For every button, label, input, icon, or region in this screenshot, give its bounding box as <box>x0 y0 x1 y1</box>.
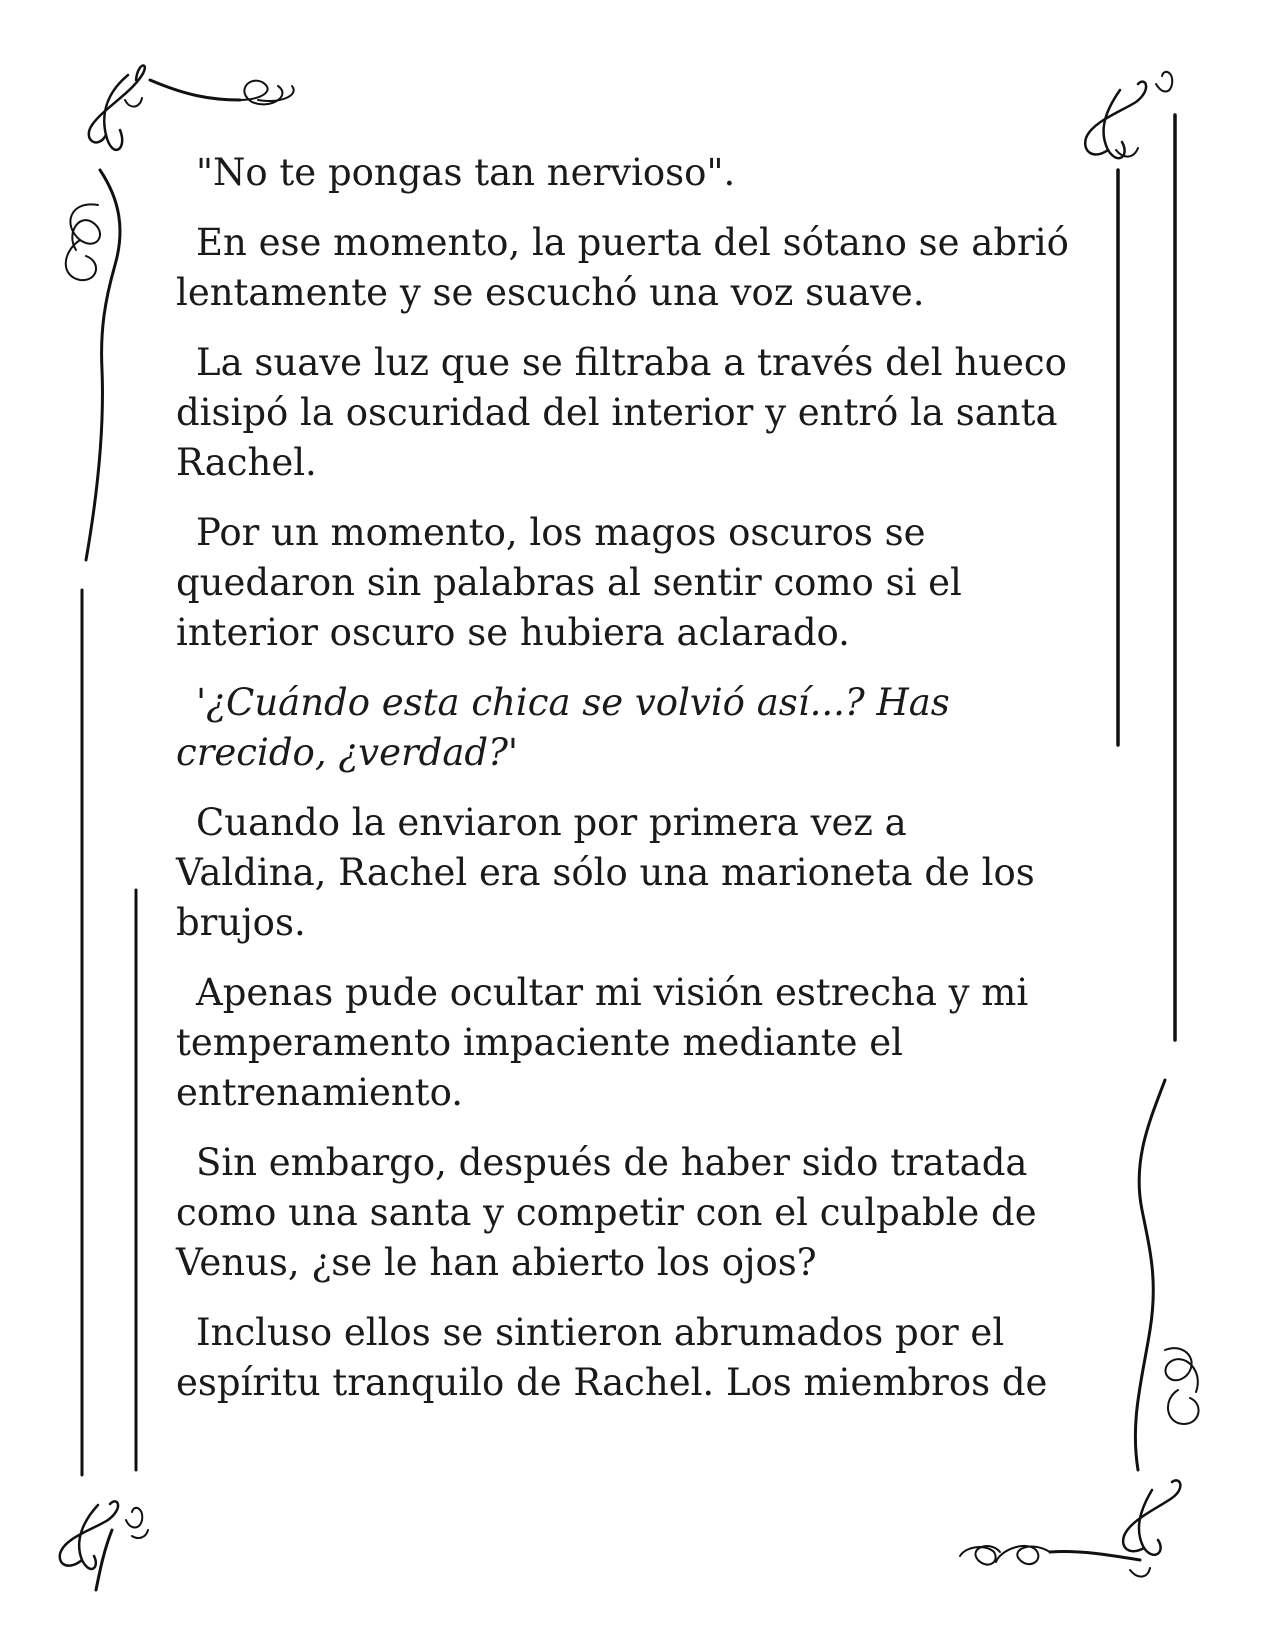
text-line: quedaron sin palabras al sentir como si el <box>176 561 962 604</box>
text-line: Sin embargo, después de haber sido tratada <box>196 1141 1028 1184</box>
text-line: En ese momento, la puerta del sótano se abrió <box>196 221 1069 264</box>
paragraph <box>176 1138 1106 1288</box>
story-text <box>176 148 1106 1428</box>
text-line: Rachel. <box>176 441 317 484</box>
text-line: Por un momento, los magos oscuros se <box>196 511 926 554</box>
paragraph <box>176 968 1106 1118</box>
text-line: espíritu tranquilo de Rachel. Los miembros de <box>176 1361 1048 1404</box>
text-line: como una santa y competir con el culpable de <box>176 1191 1037 1234</box>
text-line: disipó la oscuridad del interior y entró la santa <box>176 391 1058 434</box>
paragraph <box>176 798 1106 948</box>
text-line: crecido, ¿verdad?' <box>176 731 519 774</box>
text-line: temperamento impaciente mediante el <box>176 1021 904 1064</box>
text-line: La suave luz que se filtraba a través del hueco <box>196 341 1067 384</box>
text-line: brujos. <box>176 901 306 944</box>
text-line: Valdina, Rachel era sólo una marioneta de los <box>176 851 1035 894</box>
text-line: '¿Cuándo esta chica se volvió así...? Has <box>196 681 950 724</box>
paragraph <box>176 1308 1106 1408</box>
text-line: Incluso ellos se sintieron abrumados por el <box>196 1311 1005 1354</box>
text-line: "No te pongas tan nervioso". <box>196 151 736 194</box>
text-line: entrenamiento. <box>176 1071 463 1114</box>
bottom-left-flourish <box>60 1501 148 1590</box>
paragraph <box>176 218 1106 318</box>
text-line: interior oscuro se hubiera aclarado. <box>176 611 850 654</box>
text-line: Apenas pude ocultar mi visión estrecha y mi <box>196 971 1029 1014</box>
paragraph <box>176 678 1106 778</box>
paragraph <box>176 508 1106 658</box>
paragraph <box>176 338 1106 488</box>
text-line: lentamente y se escuchó una voz suave. <box>176 271 925 314</box>
paragraph <box>176 148 1106 198</box>
text-line: Cuando la enviaron por primera vez a <box>196 801 907 844</box>
text-line: Venus, ¿se le han abierto los ojos? <box>176 1241 817 1284</box>
